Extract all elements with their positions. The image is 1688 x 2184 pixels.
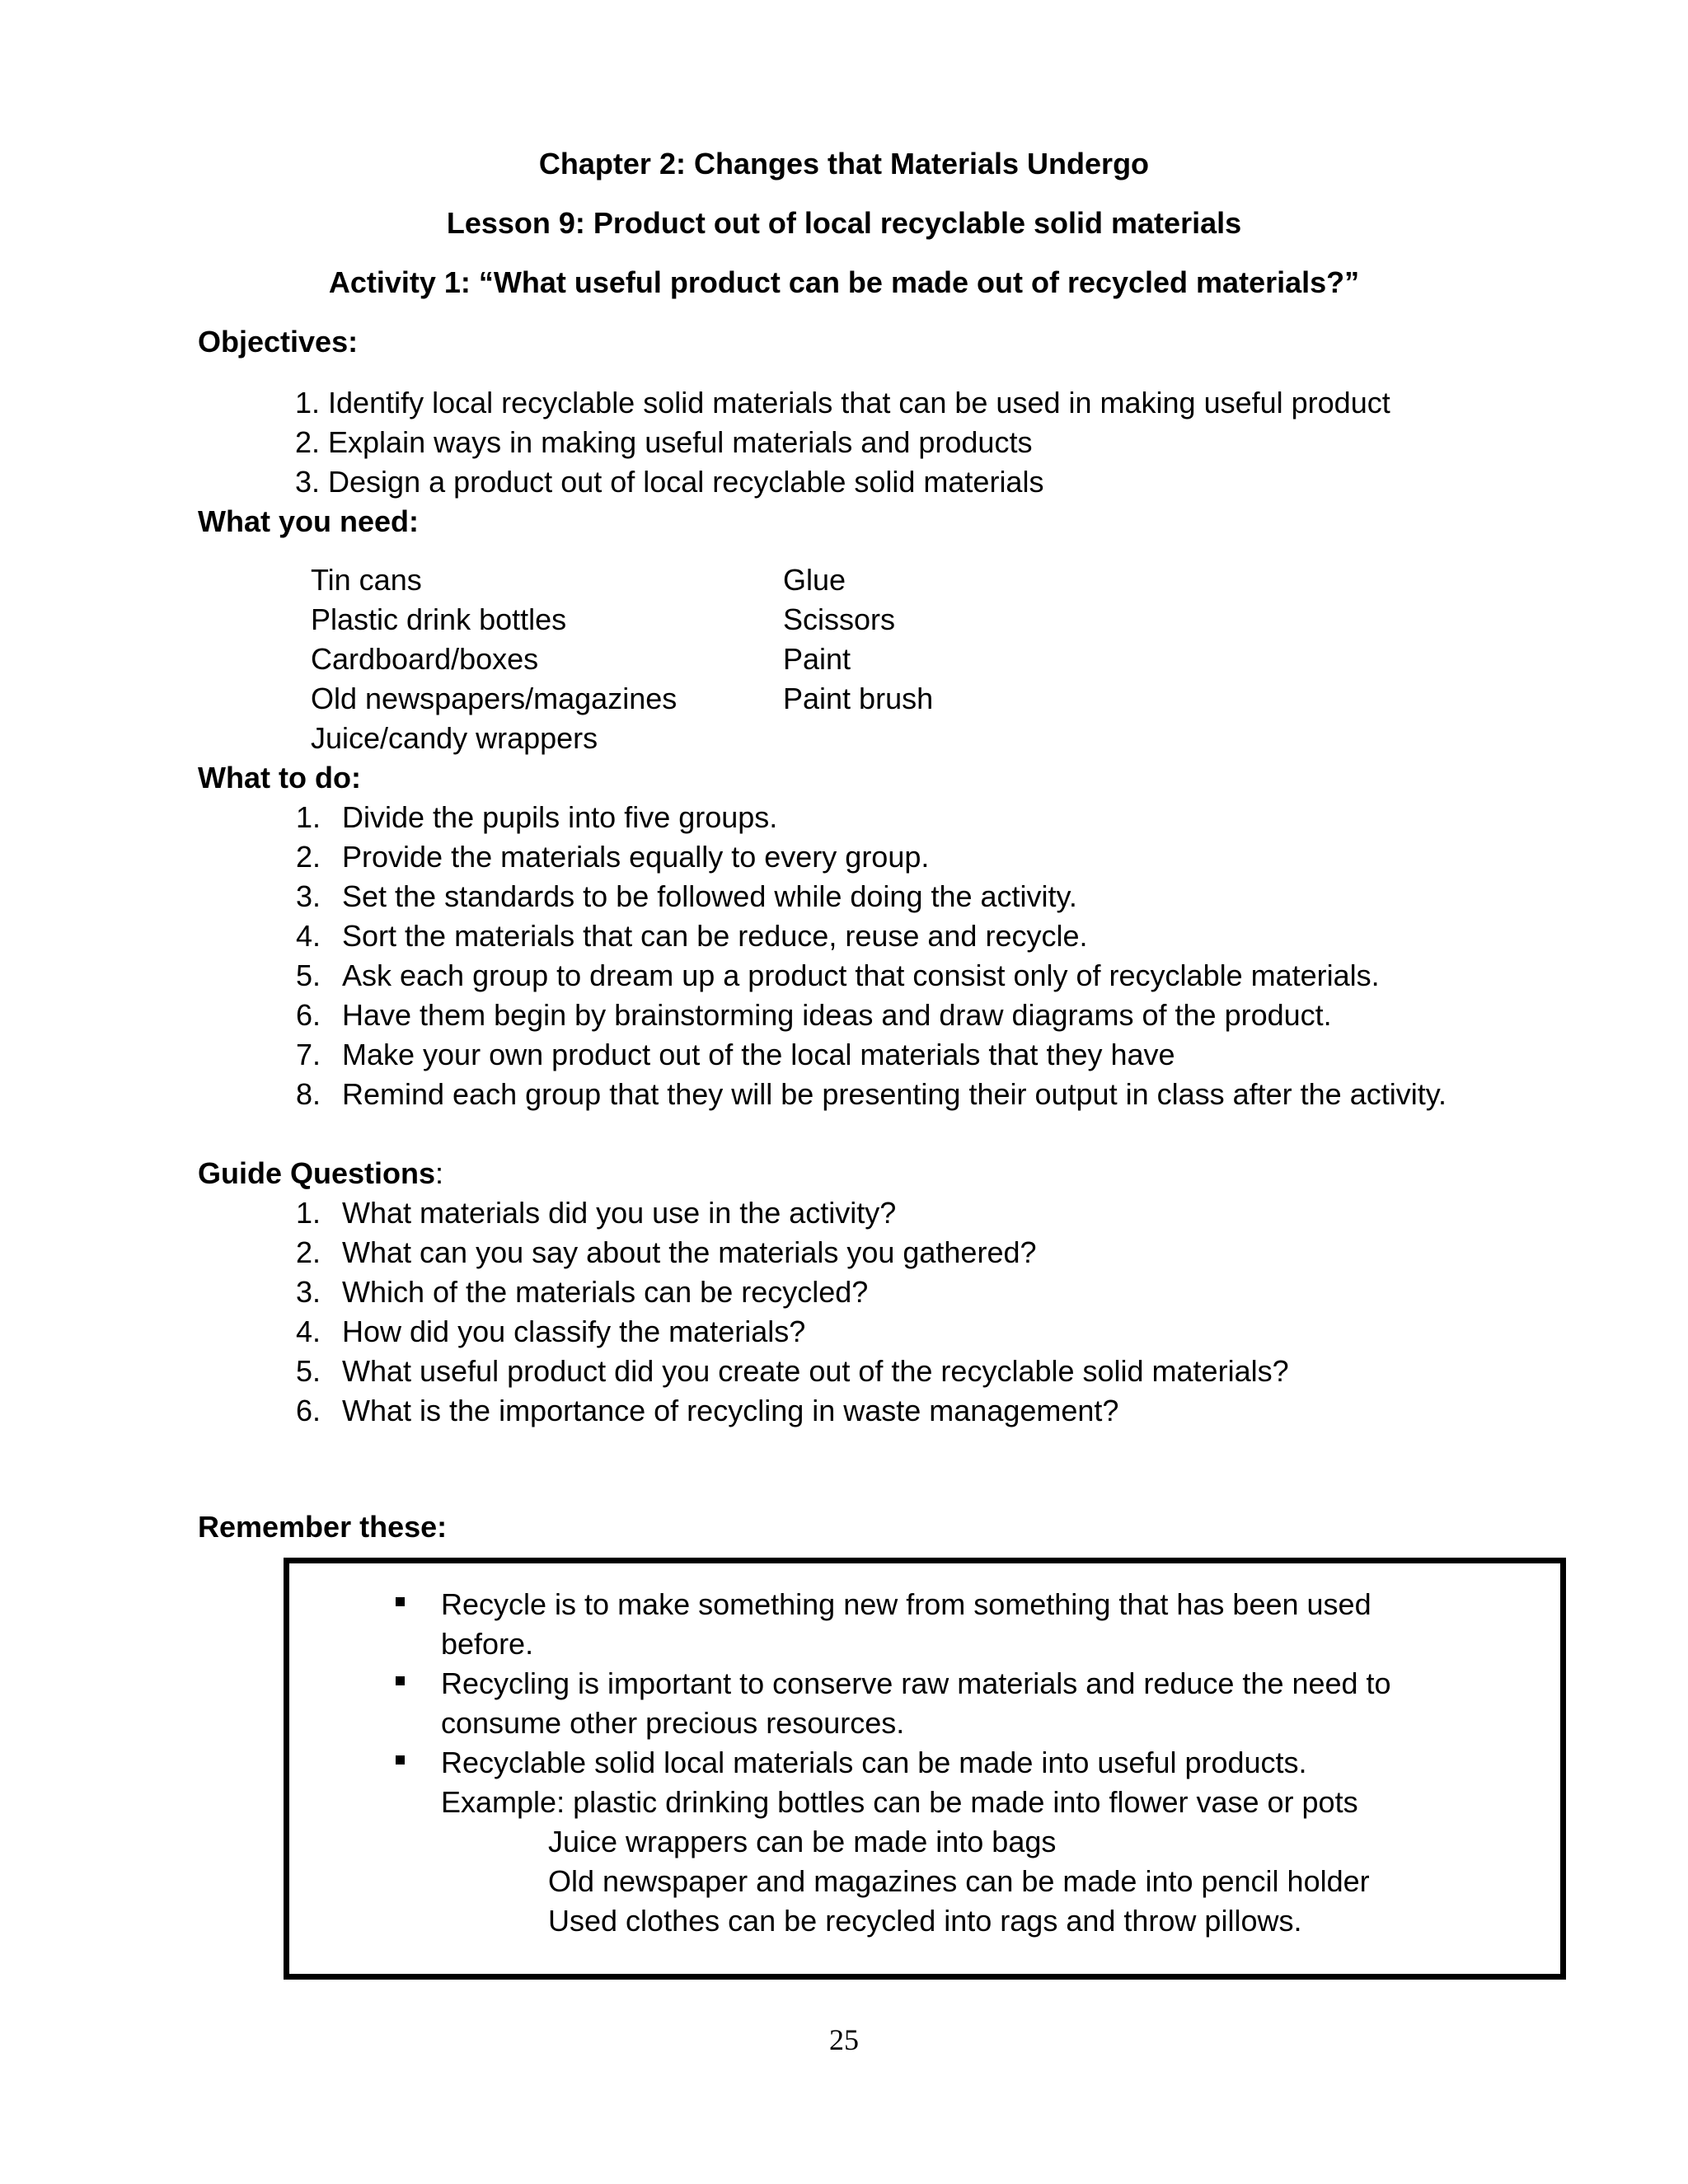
guide-questions-heading: [198, 1156, 443, 1191]
step-number: 3.: [295, 879, 321, 913]
question-text: What is the importance of recycling in waste management?: [342, 1394, 1119, 1427]
example-item: Used clothes can be recycled into rags and throw pillows.: [548, 1904, 1302, 1938]
material-item: Cardboard/boxes: [311, 642, 539, 676]
remember-bullet-text: consume other precious resources.: [441, 1706, 905, 1740]
step-text: Provide the materials equally to every group.: [342, 840, 930, 874]
step-number: 8.: [295, 1077, 321, 1111]
guide-questions-colon: :: [435, 1156, 444, 1190]
objective-item: 2. Explain ways in making useful materials and products: [295, 425, 1033, 459]
example-lead: Example: plastic drinking bottles can be made into flower vase or pots: [441, 1785, 1358, 1819]
objective-item: 1. Identify local recyclable solid materials that can be used in making useful product: [295, 386, 1390, 419]
remember-bullet-text: before.: [441, 1627, 534, 1661]
step-text: Ask each group to dream up a product that consist only of recyclable materials.: [342, 958, 1380, 992]
remember-bullet-text: Recycle is to make something new from something that has been used: [441, 1587, 1372, 1621]
lesson-title: Lesson 9: Product out of local recyclable solid materials: [446, 206, 1242, 240]
question-text: What can you say about the materials you gathered?: [342, 1235, 1037, 1269]
question-number: 1.: [295, 1196, 321, 1230]
guide-questions-label: Guide Questions: [198, 1156, 436, 1190]
example-item: Old newspaper and magazines can be made into pencil holder: [548, 1864, 1370, 1898]
step-text: Sort the materials that can be reduce, reuse and recycle.: [342, 919, 1088, 953]
step-number: 1.: [295, 800, 321, 834]
material-item: Juice/candy wrappers: [311, 721, 598, 755]
bullet-square-icon: [396, 1755, 405, 1765]
step-number: 5.: [295, 958, 321, 992]
page-number: 25: [829, 2023, 859, 2056]
question-text: Which of the materials can be recycled?: [342, 1275, 869, 1309]
remember-these-heading: Remember these:: [198, 1510, 448, 1544]
what-you-need-heading: What you need:: [198, 504, 419, 538]
material-item: Scissors: [783, 602, 896, 636]
material-item: Plastic drink bottles: [311, 602, 567, 636]
step-number: 7.: [295, 1038, 321, 1071]
question-number: 2.: [295, 1235, 321, 1269]
step-number: 6.: [295, 998, 321, 1032]
step-text: Have them begin by brainstorming ideas and draw diagrams of the product.: [342, 998, 1332, 1032]
step-number: 4.: [295, 919, 321, 953]
activity-title: Activity 1: “What useful product can be made out of recycled materials?”: [328, 265, 1360, 299]
objective-item: 3. Design a product out of local recyclable solid materials: [295, 465, 1044, 499]
bullet-square-icon: [396, 1676, 405, 1685]
step-text: Make your own product out of the local materials that they have: [342, 1038, 1175, 1071]
question-number: 5.: [295, 1354, 321, 1388]
chapter-title: Chapter 2: Changes that Materials Undergo: [538, 147, 1150, 180]
material-item: Old newspapers/magazines: [311, 682, 678, 715]
material-item: Tin cans: [311, 563, 422, 597]
step-text: Remind each group that they will be presenting their output in class after the activity.: [342, 1077, 1447, 1111]
remember-bullet-text: Recycling is important to conserve raw materials and reduce the need to: [441, 1666, 1391, 1700]
bullet-square-icon: [396, 1597, 405, 1606]
question-text: What useful product did you create out of the recyclable solid materials?: [342, 1354, 1289, 1388]
remember-bullet-text: Recyclable solid local materials can be made into useful products.: [441, 1746, 1307, 1779]
question-number: 4.: [295, 1315, 321, 1348]
objectives-heading: Objectives:: [198, 325, 359, 359]
material-item: Paint: [783, 642, 851, 676]
step-text: Divide the pupils into five groups.: [342, 800, 778, 834]
material-item: Paint brush: [783, 682, 934, 715]
step-number: 2.: [295, 840, 321, 874]
what-to-do-heading: What to do:: [198, 761, 361, 794]
example-item: Juice wrappers can be made into bags: [548, 1825, 1057, 1858]
question-text: How did you classify the materials?: [342, 1315, 806, 1348]
question-number: 3.: [295, 1275, 321, 1309]
step-text: Set the standards to be followed while doing the activity.: [342, 879, 1077, 913]
material-item: Glue: [783, 563, 846, 597]
question-number: 6.: [295, 1394, 321, 1427]
question-text: What materials did you use in the activity?: [342, 1196, 897, 1230]
